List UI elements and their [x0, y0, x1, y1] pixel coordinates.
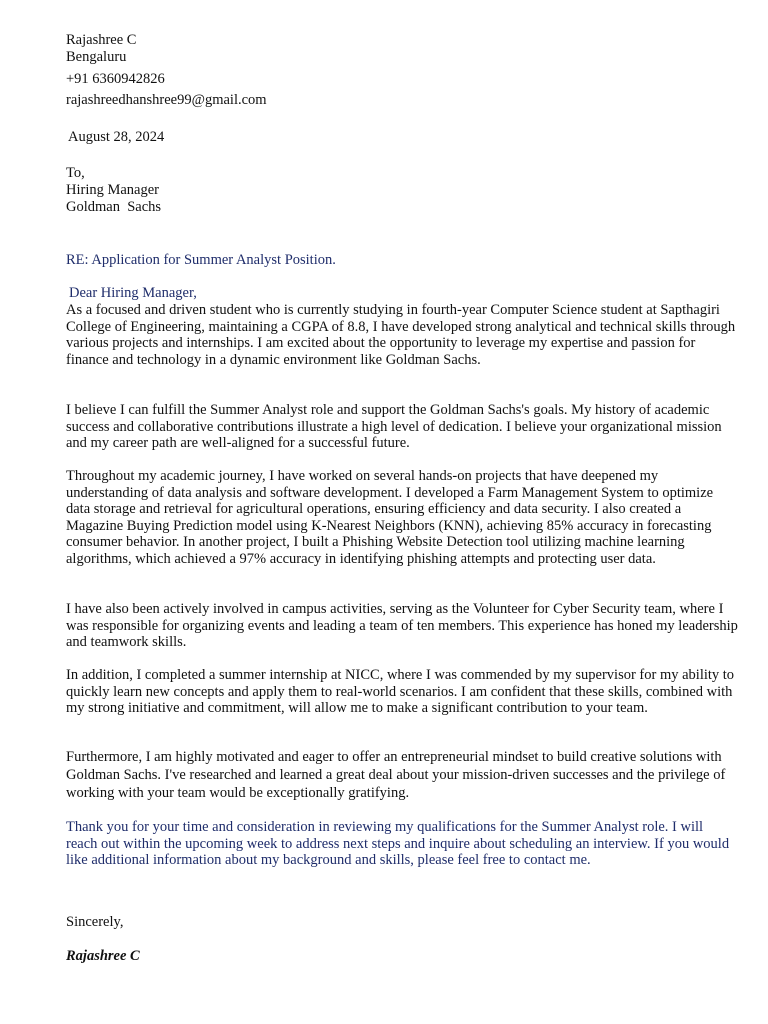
paragraph-campus: I have also been actively involved in campus activities, serving as the Volunteer for Cyber Security team, where I was responsible for organizing events and leading a team of ten members. This experience has honed my leadership and teamwork skills. [66, 601, 738, 651]
recipient-company: Goldman Sachs [66, 199, 162, 215]
sender-city: Bengaluru [66, 49, 127, 65]
sender-phone: +91 6360942826 [66, 71, 165, 87]
paragraph-thanks: Thank you for your time and consideration in reviewing my qualifications for the Summer Analyst role. I will reach out within the upcoming week to address next steps and inquire about scheduling an interview. If you would like additional information about my background and skills, please feel free to contact me. [66, 819, 730, 869]
paragraph-fit: I believe I can fulfill the Summer Analyst role and support the Goldman Sachs's goals. My history of academic success and collaborative contributions illustrate a high level of dedication. I believe your organizational mission and my career path are well-aligned for a successful future. [66, 402, 722, 452]
paragraph-projects: Throughout my academic journey, I have worked on several hands-on projects that have deepened my understanding of data analysis and software development. I developed a Farm Management System to optimize data storage and retrieval for agricultural operations, ensuring efficiency and data security. I also created a Magazine Buying Prediction model using K-Nearest Neighbors (KNN), achieving 85% accuracy in forecasting consumer behavior. In another project, I built a Phishing Website Detection tool utilizing machine learning algorithms, which achieved a 97% accuracy in identifying phishing attempts and protecting user data. [66, 468, 714, 567]
recipient-to: To, [66, 165, 85, 181]
sender-email: rajashreedhanshree99@gmail.com [66, 92, 267, 108]
paragraph-motivation: Furthermore, I am highly motivated and eager to offer an entrepreneurial mindset to build creative solutions with Goldman Sachs. I've researched and learned a great deal about your mission-driven successes and the privilege of working with your team would be exceptionally gratifying. [66, 749, 726, 801]
paragraph-intro: As a focused and driven student who is currently studying in fourth-year Computer Science student at Sapthagiri College of Engineering, maintaining a CGPA of 8.8, I have developed strong analytical and technical skills through various projects and internships. I am excited about the opportunity to leverage my expertise and passion for finance and technology in a dynamic environment like Goldman Sachs. [66, 302, 736, 368]
sender-name: Rajashree C [66, 32, 137, 48]
closing: Sincerely, [66, 914, 124, 930]
recipient-title: Hiring Manager [66, 182, 160, 198]
signature: Rajashree C [66, 948, 140, 964]
paragraph-internship: In addition, I completed a summer internship at NICC, where I was commended by my supervisor for my ability to quickly learn new concepts and apply them to real-world scenarios. I am confident that these skills, combined with my strong initiative and commitment, will allow me to make a significant contribution to your team. [66, 667, 735, 717]
subject-line: RE: Application for Summer Analyst Position. [66, 252, 336, 268]
letter-date: August 28, 2024 [68, 129, 165, 145]
salutation: Dear Hiring Manager, [69, 285, 197, 301]
